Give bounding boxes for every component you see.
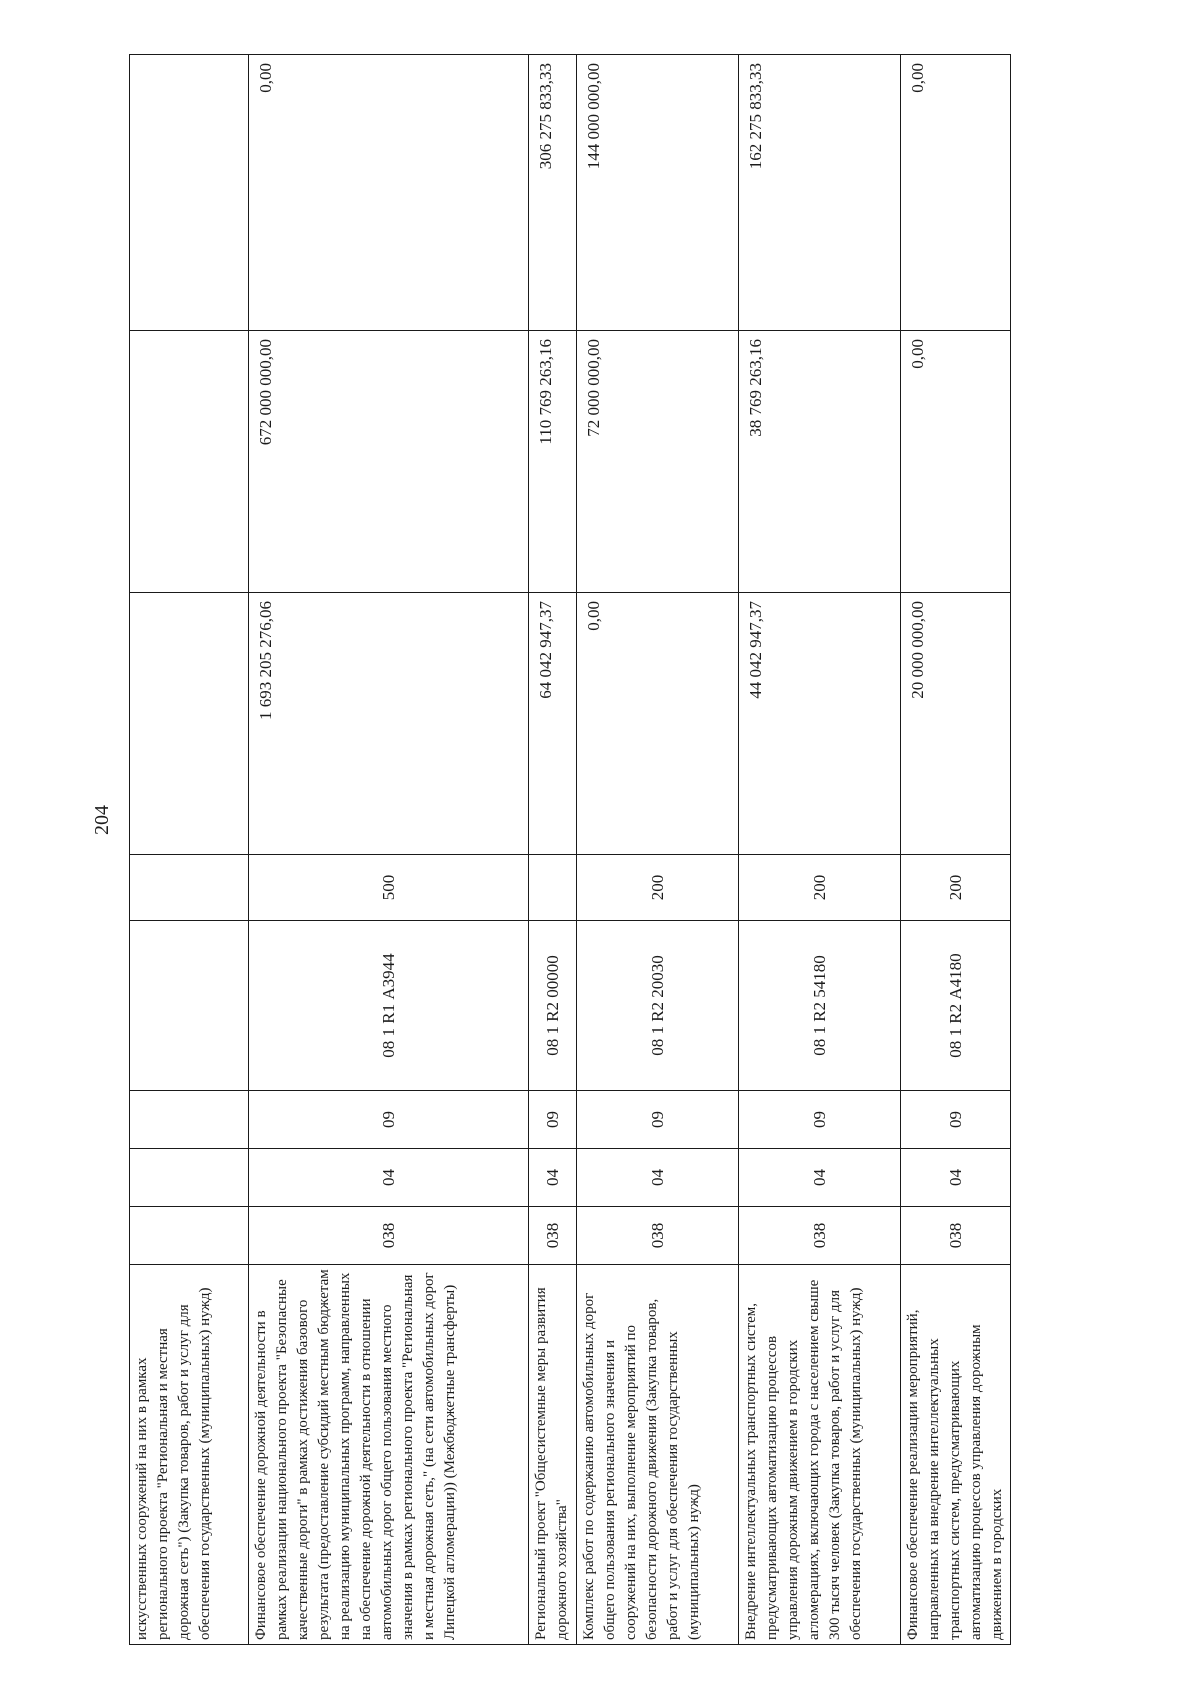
ministry-code: 038 bbox=[577, 1207, 739, 1265]
ministry-code: 038 bbox=[249, 1207, 529, 1265]
amount-year-2: 0,00 bbox=[901, 331, 1011, 593]
row-description: Комплекс работ по содержанию автомобильных дорог общего пользования регионального значения и сооружений на них, выполнение мероприятий по безопасности дорожного движения (Закупка товаров, работ и услуг для обеспечения государственных (муниципальных) нужд) bbox=[577, 1265, 739, 1645]
target-article-code: 08 1 R2 20030 bbox=[577, 921, 739, 1091]
ministry-code: 038 bbox=[529, 1207, 577, 1265]
amount-year-2: 110 769 263,16 bbox=[529, 331, 577, 593]
expense-type-code bbox=[529, 855, 577, 921]
amount-year-3 bbox=[130, 55, 249, 331]
amount-year-2 bbox=[130, 331, 249, 593]
target-article-code: 08 1 R2 00000 bbox=[529, 921, 577, 1091]
row-description: Финансовое обеспечение дорожной деятельности в рамках реализации национального проекта "Безопасные качественные дороги" в рамках достижения базового результата (предоставление субсидий местным бюджетам на реализацию муниципальных программ, направленных на обеспечение дорожной деятельности в отношении автомобильных дорог общего пользования местного значения в рамках регионального проекта "Региональная и местная дорожная сеть," (на сети автомобильных дорог Липецкой агломерации)) (Межбюджетные трансферты) bbox=[249, 1265, 529, 1645]
section-code: 04 bbox=[577, 1149, 739, 1207]
row-description: Региональный проект "Общесистемные меры развития дорожного хозяйства" bbox=[529, 1265, 577, 1645]
ministry-code: 038 bbox=[901, 1207, 1011, 1265]
amount-year-3: 0,00 bbox=[249, 55, 529, 331]
amount-year-1: 64 042 947,37 bbox=[529, 593, 577, 855]
subsection-code bbox=[130, 1091, 249, 1149]
amount-year-1: 20 000 000,00 bbox=[901, 593, 1011, 855]
expense-type-code: 200 bbox=[739, 855, 901, 921]
expense-type-code bbox=[130, 855, 249, 921]
target-article-code bbox=[130, 921, 249, 1091]
target-article-code: 08 1 R2 А4180 bbox=[901, 921, 1011, 1091]
row-description: Финансовое обеспечение реализации мероприятий, направленных на внедрение интеллектуальных транспортных систем, предусматривающих автоматизацию процессов управления дорожным движением в городских bbox=[901, 1265, 1011, 1645]
amount-year-1 bbox=[130, 593, 249, 855]
section-code bbox=[130, 1149, 249, 1207]
expense-type-code: 200 bbox=[577, 855, 739, 921]
table-row bbox=[739, 55, 901, 1645]
budget-table-rotated bbox=[129, 55, 1005, 1645]
subsection-code: 09 bbox=[529, 1091, 577, 1149]
subsection-code: 09 bbox=[249, 1091, 529, 1149]
amount-year-2: 38 769 263,16 bbox=[739, 331, 901, 593]
ministry-code bbox=[130, 1207, 249, 1265]
section-code: 04 bbox=[739, 1149, 901, 1207]
table-row bbox=[130, 55, 249, 1645]
section-code: 04 bbox=[901, 1149, 1011, 1207]
page-number: 204 bbox=[90, 805, 113, 835]
budget-table bbox=[129, 54, 1011, 1645]
row-description: Внедрение интеллектуальных транспортных систем, предусматривающих автоматизацию процессов управления дорожным движением в городских агломерациях, включающих города с населением свыше 300 тысяч человек (Закупка товаров, работ и услуг для обеспечения государственных (муниципальных) нужд) bbox=[739, 1265, 901, 1645]
expense-type-code: 200 bbox=[901, 855, 1011, 921]
amount-year-3: 306 275 833,33 bbox=[529, 55, 577, 331]
amount-year-1: 0,00 bbox=[577, 593, 739, 855]
subsection-code: 09 bbox=[739, 1091, 901, 1149]
amount-year-2: 72 000 000,00 bbox=[577, 331, 739, 593]
amount-year-2: 672 000 000,00 bbox=[249, 331, 529, 593]
row-description: искусственных сооружений на них в рамках регионального проекта "Региональная и местная дорожная сеть") (Закупка товаров, работ и услуг для обеспечения государственных (муниципальных) нужд) bbox=[130, 1265, 249, 1645]
table-row bbox=[577, 55, 739, 1645]
table-row bbox=[249, 55, 529, 1645]
ministry-code: 038 bbox=[739, 1207, 901, 1265]
amount-year-3: 162 275 833,33 bbox=[739, 55, 901, 331]
table-row bbox=[529, 55, 577, 1645]
target-article-code: 08 1 R1 А3944 bbox=[249, 921, 529, 1091]
amount-year-1: 44 042 947,37 bbox=[739, 593, 901, 855]
subsection-code: 09 bbox=[901, 1091, 1011, 1149]
target-article-code: 08 1 R2 54180 bbox=[739, 921, 901, 1091]
section-code: 04 bbox=[249, 1149, 529, 1207]
subsection-code: 09 bbox=[577, 1091, 739, 1149]
amount-year-3: 144 000 000,00 bbox=[577, 55, 739, 331]
table-row bbox=[901, 55, 1011, 1645]
expense-type-code: 500 bbox=[249, 855, 529, 921]
amount-year-1: 1 693 205 276,06 bbox=[249, 593, 529, 855]
amount-year-3: 0,00 bbox=[901, 55, 1011, 331]
section-code: 04 bbox=[529, 1149, 577, 1207]
